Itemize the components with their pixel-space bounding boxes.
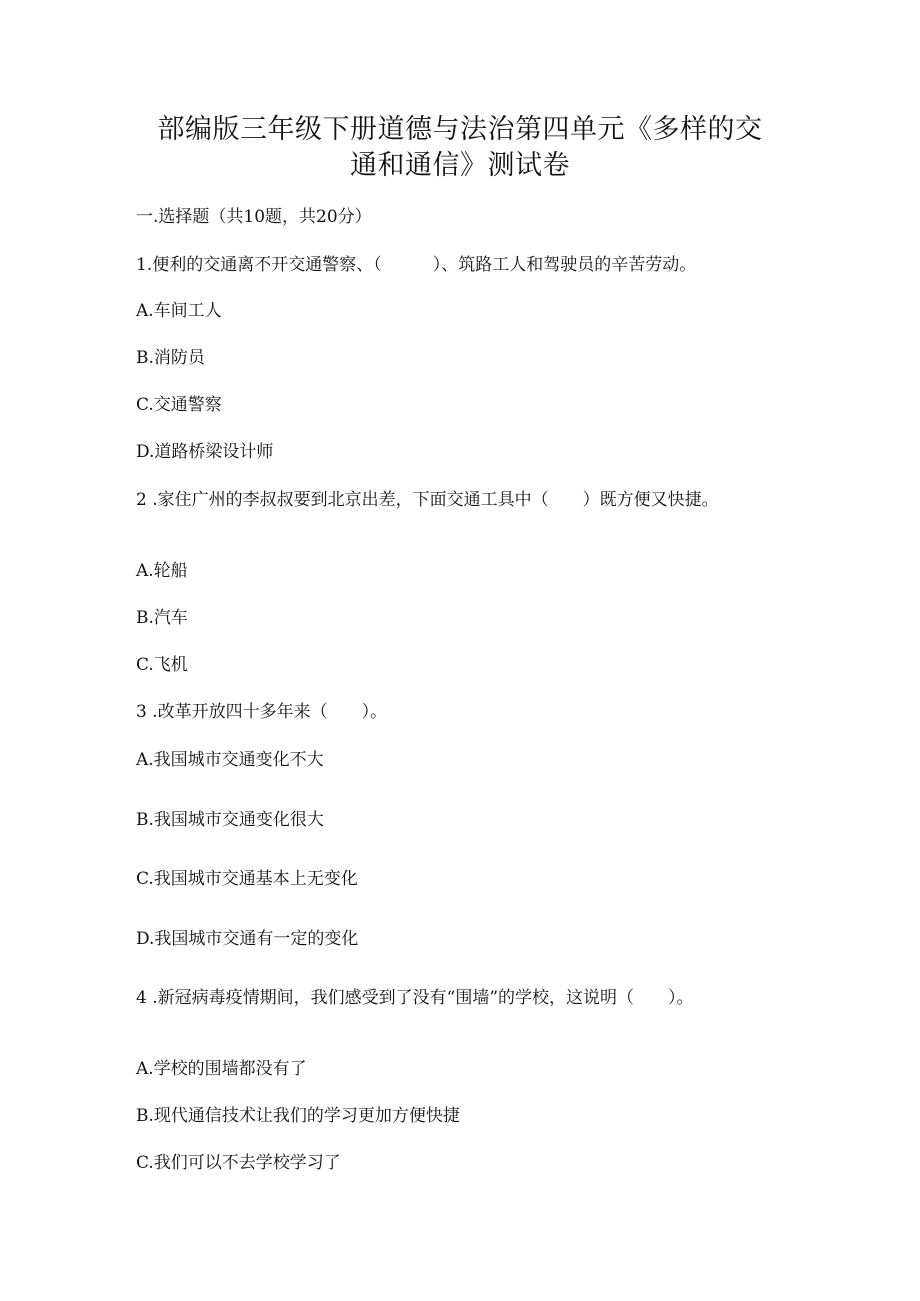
section-heading: 一.选择题（共10题，共20分） — [136, 207, 372, 227]
question-3-option-a: A.我国城市交通变化不大 — [136, 750, 324, 770]
document-title-line-1: 部编版三年级下册道德与法治第四单元《多样的交 — [157, 114, 763, 145]
question-3-option-c: C.我国城市交通基本上无变化 — [136, 869, 358, 889]
question-2-option-a: A.轮船 — [136, 561, 188, 581]
question-3-option-b: B.我国城市交通变化很大 — [136, 810, 324, 830]
question-4-option-a: A.学校的围墙都没有了 — [136, 1059, 307, 1079]
question-4-stem: 4 .新冠病毒疫情期间，我们感受到了没有“围墙”的学校，这说明（ ）。 — [136, 988, 694, 1008]
document-title-line-2: 通和通信》测试卷 — [350, 150, 570, 181]
question-4-option-c: C.我们可以不去学校学习了 — [136, 1153, 341, 1173]
question-2-option-b: B.汽车 — [136, 608, 188, 628]
question-2-stem: 2 .家住广州的李叔叔要到北京出差，下面交通工具中（ ）既方便又快捷。 — [136, 490, 719, 510]
question-3-stem: 3 .改革开放四十多年来（ ）。 — [136, 702, 388, 722]
question-1-option-a: A.车间工人 — [136, 301, 222, 321]
question-3-option-d: D.我国城市交通有一定的变化 — [136, 929, 359, 949]
question-1-option-d: D.道路桥梁设计师 — [136, 442, 274, 462]
question-1-option-b: B.消防员 — [136, 348, 205, 368]
question-4-option-b: B.现代通信技术让我们的学习更加方便快捷 — [136, 1106, 460, 1126]
question-2-option-c: C.飞机 — [136, 655, 188, 675]
question-1-stem: 1.便利的交通离不开交通警察、（ ）、筑路工人和驾驶员的辛苦劳动。 — [136, 255, 697, 275]
question-1-option-c: C.交通警察 — [136, 395, 222, 415]
